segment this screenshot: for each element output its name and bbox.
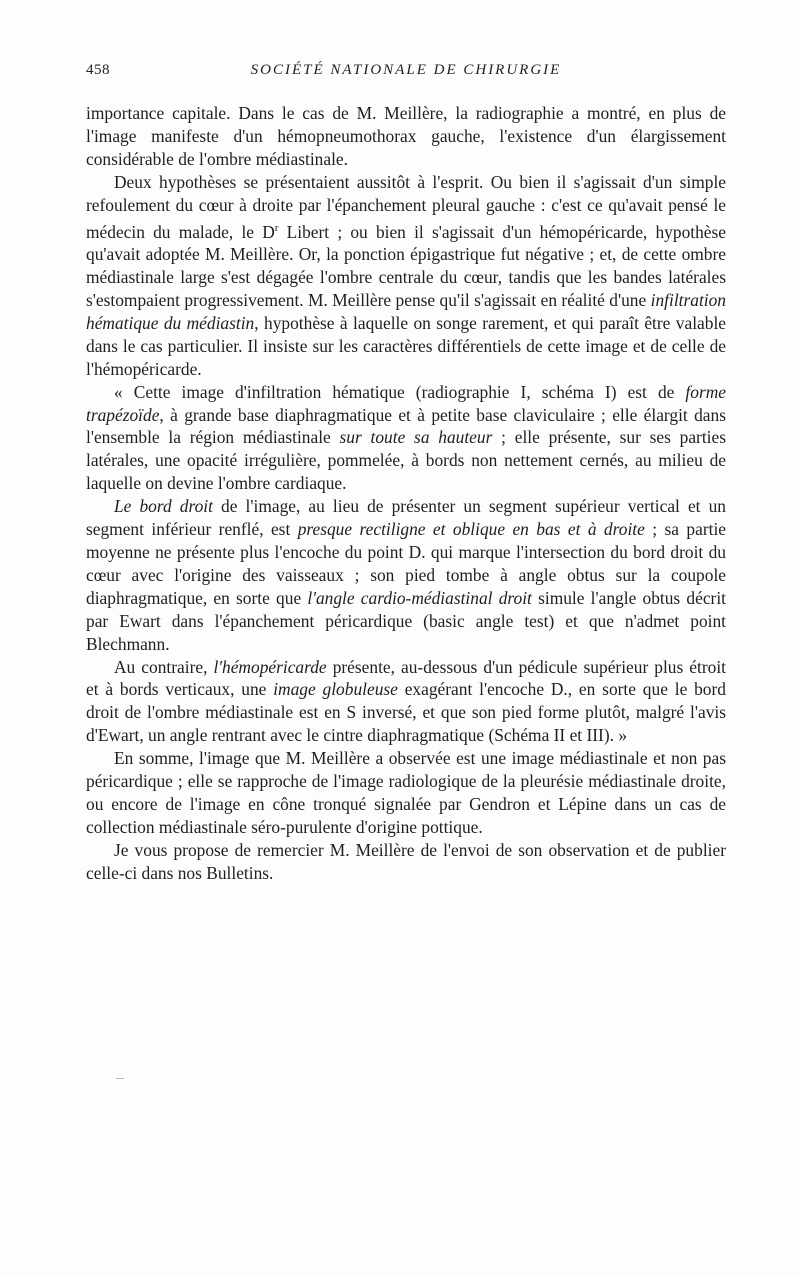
paragraph (86, 381, 726, 496)
running-head: SOCIÉTÉ NATIONALE DE CHIRURGIE (250, 62, 562, 78)
text-run: Je vous propose de remercier M. Meillère de l'envoi de son observation et de publier celle-ci dans nos Bulletins. (86, 839, 726, 883)
italic-phrase: infiltration hématique du médiastin (86, 290, 726, 333)
paragraph (86, 171, 726, 381)
text-run: « Cette image d'infiltration hématique (radiographie I, schéma I) est de (114, 381, 686, 402)
text-run: Au contraire, (114, 656, 214, 677)
text-run: ; sa partie moyenne ne présente plus l'encoche du point D. qui marque l'intersection du bord droit du cœur avec l'origine des vaisseaux ; son pied tombe à angle obtus sur la coupole diaphragmatique, en sorte que (86, 519, 726, 608)
text-run: , à grande base diaphragmatique et à petite base claviculaire ; elle élargit dans l'ensemble la région médiastinale (86, 404, 726, 448)
text-run: ; elle présente, sur ses parties latérales, une opacité irrégulière, pommelée, à bords non nettement cernés, au milieu de laquelle on devine l'ombre cardiaque. (86, 427, 726, 494)
text-run: Libert ; ou bien il s'agissait d'un hémopéricarde, hypothèse qu'avait adoptée M. Meillère. Or, la ponction épigastrique fut négative ; et, de cette ombre médiastinale large s'est dégagée l'ombre centrale du cœur, tandis que les bandes latérales s'estompaient progressivement. M. Meillère pense qu'il s'agissait en réalité d'une (86, 221, 726, 311)
text-run: En somme, l'image que M. Meillère a observée est une image médiastinale et non pas péricardique ; elle se rapproche de l'image radiologique de la pleurésie médiastinale droite, ou encore de l'image en cône tronqué signalée par Gendron et Lépine dans un cas de collection médiastinale séro-purulente d'origine pottique. (86, 748, 726, 837)
paragraph (86, 102, 726, 171)
text-run: , hypothèse à laquelle on songe rarement, et qui paraît être valable dans le cas particulier. Il insiste sur les caractères différentiels de cette image et de celle de l'hémopéricarde. (86, 312, 727, 379)
body-text (86, 102, 726, 885)
text-run: importance capitale. Dans le cas de M. Meillère, la radiographie a montré, en plus de l'image manifeste d'un hémopneumothorax gauche, l'existence d'un élargissement considérable de l'ombre médiastinale. (86, 103, 726, 169)
superscript: r (274, 221, 279, 234)
text-run: présente, au-dessous d'un pédicule supérieur plus étroit et à bords verticaux, une (86, 656, 726, 700)
text-run: de l'image, au lieu de présenter un segment supérieur vertical et un segment inférieur renflé, est (86, 496, 726, 540)
page-number: 458 (86, 62, 110, 78)
paragraph (86, 656, 726, 748)
italic-phrase: sur toute sa hauteur (339, 427, 493, 448)
italic-phrase: l'angle cardio-médiastinal droit (307, 587, 532, 608)
italic-phrase: image globuleuse (273, 679, 398, 700)
text-run: exagérant l'encoche D., en sorte que le bord droit de l'ombre médiastinale est en S inversé, et que son pied forme plutôt, malgré l'avis d'Ewart, un angle rentrant avec le cintre diaphragmatique (Schéma II et III). » (86, 679, 726, 746)
italic-phrase: presque rectiligne et oblique en bas et à droite (297, 519, 645, 540)
page-header (86, 62, 726, 84)
paragraph (86, 839, 726, 885)
italic-phrase: forme trapézoïde (86, 381, 726, 425)
text-run: simule l'angle obtus décrit par Ewart dans l'épanchement péricardique (basic angle test) et que n'admet point Blechmann. (86, 587, 727, 654)
italic-phrase: Le bord droit (114, 496, 213, 517)
text-run: Deux hypothèses se présentaient aussitôt à l'esprit. Ou bien il s'agissait d'un simple refoulement du cœur à droite par l'épanchement pleural gauche : c'est ce qu'avait pensé le médecin du malade, le D (86, 171, 726, 242)
italic-phrase: l'hémopéricarde (213, 656, 327, 677)
paragraph (86, 747, 726, 839)
margin-mark (116, 1078, 124, 1079)
paragraph (86, 495, 726, 655)
